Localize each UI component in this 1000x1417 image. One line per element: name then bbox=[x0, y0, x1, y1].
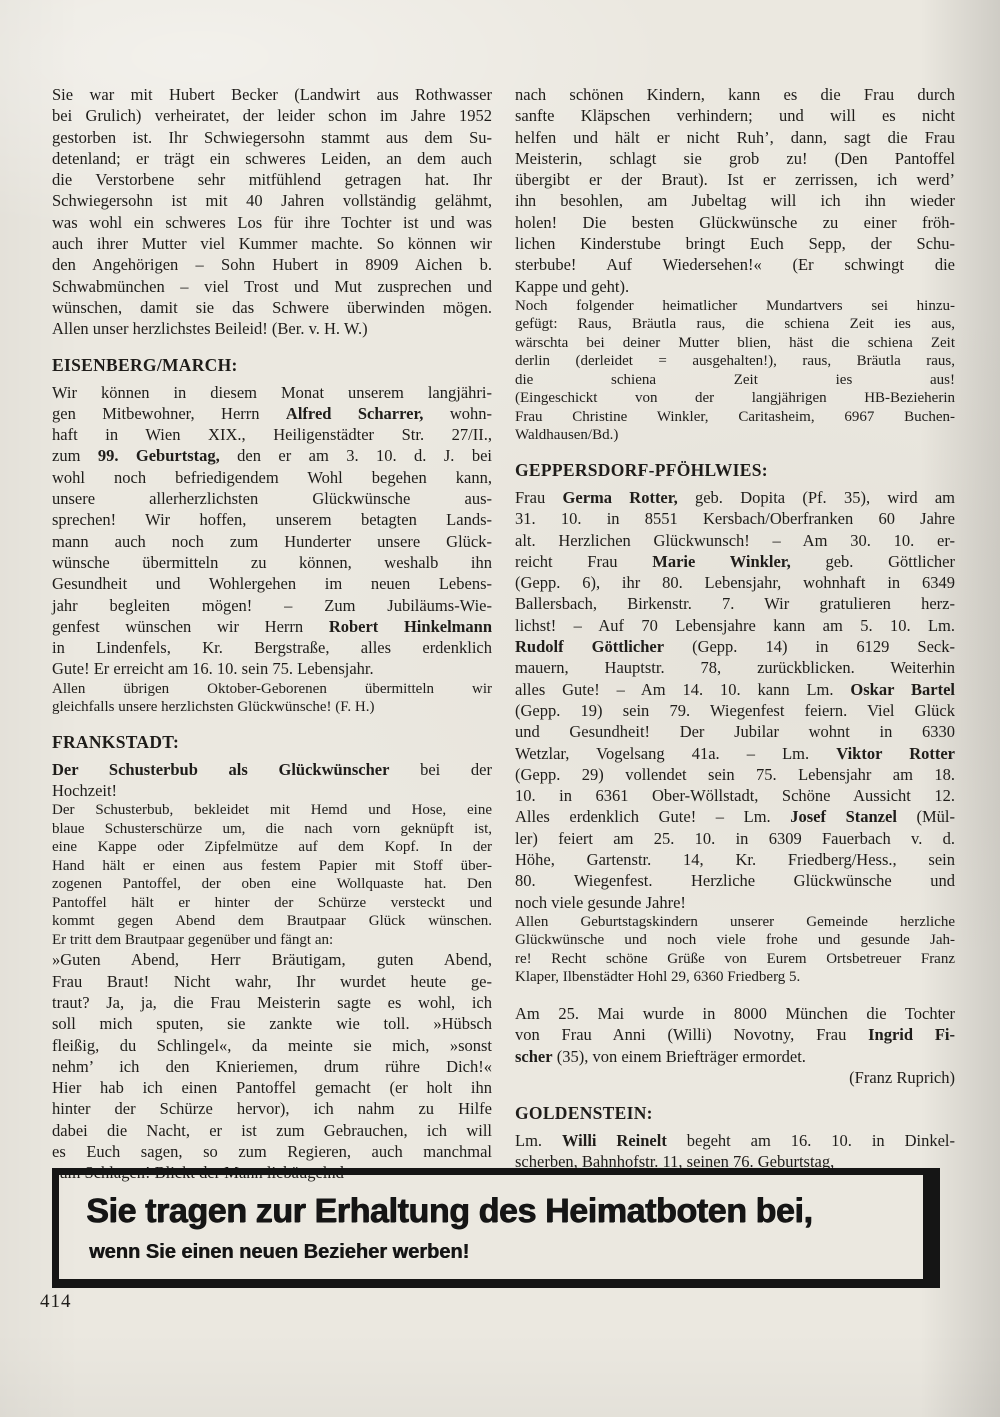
text-line: alt. Herzlichen Glückwunsch! – Am 30. 10. er- bbox=[515, 530, 955, 550]
paragraph bbox=[515, 1067, 955, 1088]
text-line: noch viele gesunde Jahre! bbox=[515, 892, 686, 912]
text-line: dabei die Nacht, er ist zum Gebrauchen, ich will bbox=[52, 1120, 492, 1140]
text-line: zum 99. Geburtstag, den er am 3. 10. d. J. bei bbox=[52, 446, 492, 466]
text-line: wärschta bei deiner Mutter blien, häst die schiena Zeit bbox=[515, 334, 955, 351]
paragraph bbox=[52, 949, 492, 1183]
text-line: (Gepp. 19) sein 79. Wiegenfest feiern. Viel Glück bbox=[515, 700, 955, 720]
paragraph bbox=[515, 487, 955, 913]
text-line: gen Mitbewohner, Herrn Alfred Scharrer, wohn- bbox=[52, 403, 492, 423]
paragraph bbox=[515, 1130, 955, 1173]
text-line: (Gepp. 29) vollendet sein 75. Lebensjahr am 18. bbox=[515, 764, 955, 784]
page-number: 414 bbox=[40, 1291, 72, 1312]
text-line: jahr begleiten mögen! – Zum Jubiläums-Wie- bbox=[52, 595, 492, 615]
text-line: auch ihrer Mutter viel Kummer machte. So können wir bbox=[52, 234, 492, 254]
text-line: lichen Kinderstube bringt Euch Sepp, der Schu- bbox=[515, 234, 955, 254]
text-line: (Eingeschickt von der langjährigen HB-Bezieherin bbox=[515, 390, 955, 407]
section-heading: GOLDENSTEIN: bbox=[515, 1103, 653, 1124]
section-heading: EISENBERG/MARCH: bbox=[52, 354, 238, 375]
banner-headline: Sie tragen zur Erhaltung des Heimatboten bei, bbox=[86, 1192, 813, 1230]
text-line: den Angehörigen – Sohn Hubert in 8909 Aichen b. bbox=[52, 255, 492, 275]
text-line: Waldhausen/Bd.) bbox=[515, 427, 619, 444]
text-line: ihn besohlen, am Jubeltag will ich ihn wieder bbox=[515, 191, 955, 211]
text-line: Gesundheit und Wohlergehen im neuen Lebens- bbox=[52, 574, 492, 594]
text-line: Kappe und geht). bbox=[515, 276, 630, 296]
text-line: von Frau Anni (Willi) Novotny, Frau Ingrid Fi- bbox=[515, 1025, 956, 1045]
text-line: mauern, Hauptstr. 78, zurückblicken. Weiterhin bbox=[515, 658, 955, 678]
section-heading: FRANKSTADT: bbox=[52, 731, 180, 752]
text-line: mann auch noch zum Hunderter unsere Glück- bbox=[52, 531, 492, 551]
text-line: unsere allerherzlichsten Glückwünsche aus- bbox=[52, 489, 492, 509]
text-line: Pantoffel hält er hinter der Schürze versteckt und bbox=[52, 894, 492, 911]
text-line: Allen Geburtstagskindern unserer Gemeinde herzliche bbox=[515, 913, 955, 930]
text-line: nach schönen Kindern, kann es die Frau durch bbox=[515, 85, 955, 104]
text-line: Wir können in diesem Monat unserem langjähri- bbox=[52, 382, 492, 402]
left-column bbox=[52, 84, 492, 1184]
text-line: (Gepp. 6), ihr 80. Lebensjahr, wohnhaft in 6349 bbox=[515, 573, 955, 593]
text-line: gefügt: Raus, Bräutla raus, die schiena Zeit ies aus, bbox=[515, 316, 955, 333]
text-line: soll mich sputen, sie zankte wie toll. »Hübsch bbox=[52, 1014, 492, 1034]
text-line: Noch folgender heimatlicher Mundartvers sei hinzu- bbox=[515, 297, 955, 314]
text-line: detenland; er trägt ein schweres Leiden, an dem auch bbox=[52, 148, 492, 168]
paragraph bbox=[515, 84, 955, 297]
text-line: Der Schusterbub, bekleidet mit Hemd und Hose, eine bbox=[52, 802, 492, 819]
text-line: Der Schusterbub als Glückwünscher bei der bbox=[52, 759, 492, 779]
text-line: re! Recht schöne Grüße von Eurem Ortsbetreuer Franz bbox=[515, 950, 955, 967]
text-line: scherben, Bahnhofstr. 11, seinen 76. Geburtstag, bbox=[515, 1152, 835, 1172]
text-line: Meisterin, schlagt sie grob zu! (Den Pantoffel bbox=[515, 148, 955, 168]
text-line: Schwiegersohn ist mit 40 Jahren vollständig gelähmt, bbox=[52, 191, 492, 211]
text-line: gleichfalls unsere herzlichsten Glückwünsche! (F. H.) bbox=[52, 699, 375, 716]
text-line: wohl noch befriedigendem Wohl begehen kann, bbox=[52, 467, 492, 487]
text-line: Lm. Willi Reinelt begeht am 16. 10. in Dinkel- bbox=[515, 1131, 955, 1151]
text-line: Höhe, Gartenstr. 14, Kr. Friedberg/Hess., sein bbox=[515, 850, 955, 870]
text-line: 80. Wiegenfest. Herzliche Glückwünsche und bbox=[515, 871, 955, 891]
text-line: Sie war mit Hubert Becker (Landwirt aus Rothwasser bbox=[52, 85, 492, 104]
text-line: die Verstorbene sehr mitfühlend getragen hat. Ihr bbox=[52, 170, 492, 190]
text-line: kommt gegen Abend dem Brautpaar Glück wünschen. bbox=[52, 913, 492, 930]
banner-subline: wenn Sie einen neuen Bezieher werben! bbox=[89, 1241, 470, 1263]
text-line: Frau Braut! Nicht wahr, Ihr wurdet heute ge- bbox=[52, 971, 492, 991]
text-line: »Guten Abend, Herr Bräutigam, guten Abend, bbox=[52, 950, 492, 970]
text-line: helfen und hält er nicht Ruh’, dann, sagt die Frau bbox=[515, 127, 955, 147]
text-line: Gute! Er erreicht am 16. 10. sein 75. Lebensjahr. bbox=[52, 659, 374, 679]
text-line: Schwabmünchen – viel Trost und Mut zusprechen und bbox=[52, 276, 492, 296]
text-line: zum Schlagen! Blickt der Mann liebäugelnd bbox=[52, 1163, 344, 1183]
text-line: hinter der Schürze hervor), ich nahm zu Hilfe bbox=[52, 1099, 492, 1119]
text-line: Allen unser herzlichstes Beileid! (Ber. v. H. W.) bbox=[52, 319, 368, 339]
text-line: übergibt er der Braut). Ist er zerrissen, ich werd’ bbox=[515, 170, 955, 190]
text-line: und Gesundheit! Der Jubilar wohnt in 6330 bbox=[515, 722, 955, 742]
text-columns bbox=[52, 84, 955, 1184]
text-line: 10. in 6361 Ober-Wöllstadt, Schöne Aussicht 12. bbox=[515, 786, 955, 806]
text-line: die schiena Zeit ies aus! bbox=[515, 371, 955, 388]
text-line: Allen übrigen Oktober-Geborenen übermitteln wir bbox=[52, 680, 492, 697]
text-line: bei Grulich) verheiratet, der leider schon im Jahre 1952 bbox=[52, 106, 492, 126]
text-line: haft in Wien XIX., Heiligenstädter Str. 27/II., bbox=[52, 425, 492, 445]
text-line: lichst! – Auf 70 Lebensjahre kann am 5. 10. Lm. bbox=[515, 615, 955, 635]
paragraph bbox=[52, 84, 492, 340]
text-line: traut? Ja, ja, die Frau Meisterin sagte es wohl, ich bbox=[52, 992, 492, 1012]
text-line: Alles erdenklich Gute! – Lm. Josef Stanzel (Mül- bbox=[515, 807, 955, 827]
text-line: Er tritt dem Brautpaar gegenüber und fängt an: bbox=[52, 931, 334, 948]
text-line: eine Kappe oder Zipfelmütze auf dem Kopf. In der bbox=[52, 839, 492, 856]
paragraph bbox=[515, 297, 955, 445]
paragraph bbox=[52, 680, 492, 717]
text-line: genfest wünschen wir Herrn Robert Hinkelmann bbox=[52, 616, 492, 636]
paragraph bbox=[52, 759, 492, 802]
text-line: holen! Die besten Glückwünsche zu einer fröh- bbox=[515, 212, 955, 232]
text-line: blaue Schusterschürze um, die nach vorn geknüpft ist, bbox=[52, 820, 492, 837]
text-line: (Franz Ruprich) bbox=[849, 1067, 955, 1087]
paragraph bbox=[52, 382, 492, 680]
text-line: Hier hab ich einen Pantoffel gemacht (er holt ihn bbox=[52, 1078, 492, 1098]
text-line: fleißig, du Schlingel«, da meinte sie mich, »sonst bbox=[52, 1035, 492, 1055]
text-line: Frau Germa Rotter, geb. Dopita (Pf. 35), wird am bbox=[515, 487, 956, 507]
text-line: Ballersbach, Birkenstr. 7. Wir gratulieren herz- bbox=[515, 594, 955, 614]
text-line: derlin (derleidet = ausgehalten!), raus, Bräutla raus, bbox=[515, 353, 955, 370]
text-line: sprechen! Wir hoffen, unserem betagten Lands- bbox=[52, 510, 492, 530]
text-line: Wetzlar, Vogelsang 41a. – Lm. Viktor Rotter bbox=[515, 743, 956, 763]
text-line: alles Gute! – Am 14. 10. kann Lm. Oskar Bartel bbox=[515, 679, 955, 699]
text-line: gestorben ist. Ihr Schwiegersohn stammt aus dem Su- bbox=[52, 127, 492, 147]
section-heading: GEPPERSDORF-PFÖHLWIES: bbox=[515, 459, 768, 480]
text-line: sanfte Kläpschen verhindern; und will es nicht bbox=[515, 106, 955, 126]
text-line: nehm’ ich den Knieriemen, drum rühre Dich!« bbox=[52, 1056, 492, 1076]
paragraph bbox=[515, 913, 955, 987]
text-line: Glückwünsche und noch viele frohe und gesunde Jah- bbox=[515, 932, 955, 949]
right-column bbox=[515, 84, 955, 1184]
text-line: was wohl ein schweres Los für ihre Tochter ist und was bbox=[52, 212, 492, 232]
text-line: Am 25. Mai wurde in 8000 München die Tochter bbox=[515, 1003, 955, 1023]
text-line: 31. 10. in 8551 Kersbach/Oberfranken 60 Jahre bbox=[515, 509, 955, 529]
text-line: wünschen, damit sie das Schwere überwinden mögen. bbox=[52, 297, 492, 317]
text-line: wünsche übermitteln zu können, weshalb ihn bbox=[52, 552, 492, 572]
paragraph bbox=[515, 1003, 955, 1067]
text-line: Frau Christine Winkler, Caritasheim, 6967 Buchen- bbox=[515, 408, 955, 425]
text-line: reicht Frau Marie Winkler, geb. Göttlicher bbox=[515, 551, 955, 571]
text-line: Hand hält er einen aus festem Papier mit Stoff über- bbox=[52, 857, 492, 874]
text-line: scher (35), von einem Briefträger ermordet. bbox=[515, 1046, 806, 1066]
text-line: sterbube! Auf Wiedersehen!« (Er schwingt die bbox=[515, 255, 955, 275]
promo-banner bbox=[52, 1168, 940, 1288]
text-line: Hochzeit! bbox=[52, 781, 118, 801]
text-line: Klaper, Ilbenstädter Hohl 29, 6360 Friedberg 5. bbox=[515, 969, 801, 986]
text-line: es Euch sagen, so zum Regieren, auch manchmal bbox=[52, 1141, 492, 1161]
text-line: Rudolf Göttlicher (Gepp. 14) in 6129 Seck- bbox=[515, 637, 955, 657]
text-line: zogenen Pantoffel, der oben eine Wollquaste hat. Den bbox=[52, 876, 492, 893]
paragraph bbox=[52, 801, 492, 949]
text-line: in Lindenfels, Kr. Bergstraße, alles erdenklich bbox=[52, 638, 492, 658]
text-line: ler) feiert am 25. 10. in 6309 Fauerbach v. d. bbox=[515, 828, 955, 848]
